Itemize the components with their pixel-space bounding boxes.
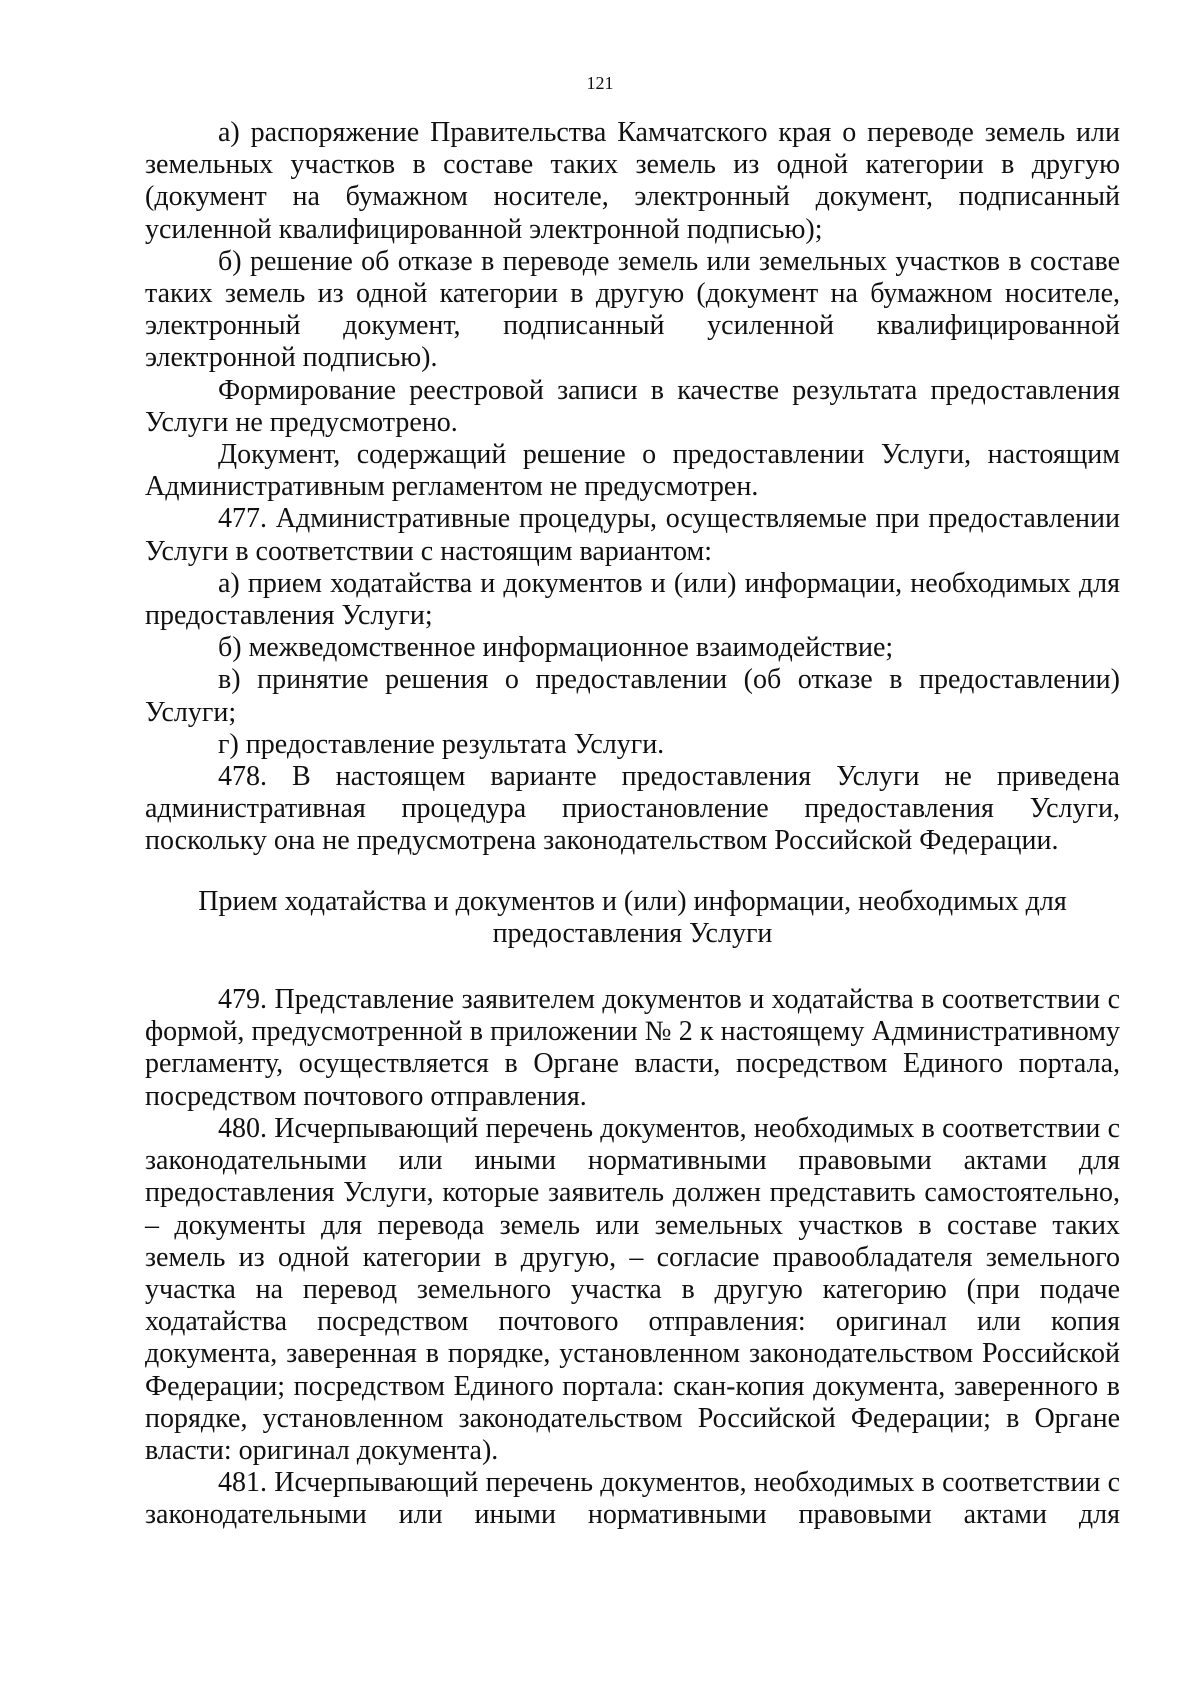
document-body (145, 117, 1120, 1532)
section-heading-line-2: предоставления Услуги (492, 917, 773, 949)
section-heading-line-1: Прием ходатайства и документов и (или) информации, необходимых для (198, 885, 1067, 917)
paragraph-477-c: в) принятие решения о предоставлении (об отказе в предоставлении) Услуги; (145, 664, 1120, 728)
paragraph-478: 478. В настоящем варианте предоставления Услуги не приведена административная процедура приостановление предоставления Услуги, поскольку она не предусмотрена законодательством Российской Федерации. (145, 761, 1120, 857)
paragraph-registry-entry: Формирование реестровой записи в качестве результата предоставления Услуги не предусмотрено. (145, 374, 1120, 438)
paragraph-477-d: г) предоставление результата Услуги. (218, 728, 665, 760)
paragraph-479: 479. Представление заявителем документов и ходатайства в соответствии с формой, предусмотренной в приложении № 2 к настоящему Административному регламенту, осуществляется в Органе власти, посредством Единого портала, посредством почтового отправления. (145, 984, 1120, 1112)
paragraph-481: 481. Исчерпывающий перечень документов, необходимых в соответствии с законодательными или иными нормативными правовыми актами для (145, 1467, 1120, 1531)
paragraph-decision-document: Документ, содержащий решение о предоставлении Услуги, настоящим Административным регламентом не предусмотрен. (145, 439, 1120, 503)
page-number: 121 (586, 73, 614, 93)
paragraph-477: 477. Административные процедуры, осуществляемые при предоставлении Услуги в соответствии с настоящим вариантом: (145, 503, 1120, 567)
paragraph-477-a: а) прием ходатайства и документов и (или) информации, необходимых для предоставления Услуги; (145, 567, 1120, 632)
paragraph-480: 480. Исчерпывающий перечень документов, необходимых в соответствии с законодательными или иными нормативными правовыми актами для предоставления Услуги, которые заявитель должен представить самостоятельно, – документы для перевода земель или земельных участков в составе таких земель из одной категории в другую, – согласие правообладателя земельного участка на перевод земельного участка в другую категорию (при подаче ходатайства посредством почтового отправления: оригинал или копия документа, заверенная в порядке, установленном законодательством Российской Федерации; посредством Единого портала: скан-копия документа, заверенного в порядке, установленном законодательством Российской Федерации; в Органе власти: оригинал документа). (145, 1112, 1120, 1466)
paragraph-result-order-a: а) распоряжение Правительства Камчатского края о переводе земель или земельных участков в составе таких земель из одной категории в другую (документ на бумажном носителе, электронный документ, подписанный усиленной квалифицированной электронной подписью); (145, 117, 1120, 245)
paragraph-477-b: б) межведомственное информационное взаимодействие; (218, 632, 894, 664)
paragraph-result-refusal-b: б) решение об отказе в переводе земель или земельных участков в составе таких земель из одной категории в другую (документ на бумажном носителе, электронный документ, подписанный усиленной квалифицированной электронной подписью). (145, 245, 1120, 374)
section-heading (145, 886, 1120, 950)
